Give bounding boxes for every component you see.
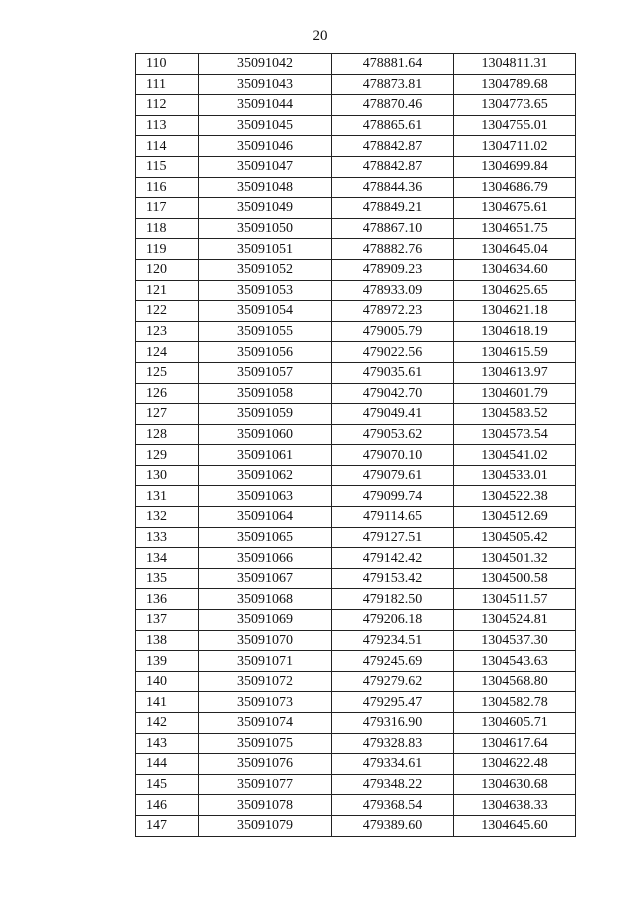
- table-row: [136, 404, 576, 425]
- point-code-cell: 35091060: [199, 424, 332, 445]
- x-coordinate-cell: 478865.61: [332, 115, 454, 136]
- point-number-cell: 119: [136, 239, 199, 260]
- table-row: [136, 568, 576, 589]
- table-row: [136, 589, 576, 610]
- x-coordinate-cell: 479099.74: [332, 486, 454, 507]
- table-row: [136, 507, 576, 528]
- point-number-cell: 114: [136, 136, 199, 157]
- point-number-cell: 140: [136, 671, 199, 692]
- x-coordinate-cell: 479328.83: [332, 733, 454, 754]
- y-coordinate-cell: 1304613.97: [454, 362, 576, 383]
- table-row: [136, 795, 576, 816]
- point-code-cell: 35091042: [199, 54, 332, 75]
- point-number-cell: 129: [136, 445, 199, 466]
- point-code-cell: 35091058: [199, 383, 332, 404]
- x-coordinate-cell: 478870.46: [332, 95, 454, 116]
- point-number-cell: 123: [136, 321, 199, 342]
- point-code-cell: 35091075: [199, 733, 332, 754]
- table-row: [136, 548, 576, 569]
- x-coordinate-cell: 479279.62: [332, 671, 454, 692]
- table-row: [136, 239, 576, 260]
- y-coordinate-cell: 1304811.31: [454, 54, 576, 75]
- table-row: [136, 815, 576, 836]
- point-code-cell: 35091057: [199, 362, 332, 383]
- y-coordinate-cell: 1304621.18: [454, 301, 576, 322]
- point-number-cell: 128: [136, 424, 199, 445]
- y-coordinate-cell: 1304512.69: [454, 507, 576, 528]
- y-coordinate-cell: 1304699.84: [454, 156, 576, 177]
- point-code-cell: 35091065: [199, 527, 332, 548]
- table-row: [136, 342, 576, 363]
- point-code-cell: 35091070: [199, 630, 332, 651]
- table-row: [136, 280, 576, 301]
- table-row: [136, 774, 576, 795]
- table-row: [136, 95, 576, 116]
- y-coordinate-cell: 1304500.58: [454, 568, 576, 589]
- point-number-cell: 116: [136, 177, 199, 198]
- point-number-cell: 115: [136, 156, 199, 177]
- x-coordinate-cell: 479348.22: [332, 774, 454, 795]
- point-code-cell: 35091055: [199, 321, 332, 342]
- x-coordinate-cell: 479368.54: [332, 795, 454, 816]
- point-number-cell: 124: [136, 342, 199, 363]
- x-coordinate-cell: 479316.90: [332, 713, 454, 734]
- y-coordinate-cell: 1304617.64: [454, 733, 576, 754]
- y-coordinate-cell: 1304634.60: [454, 259, 576, 280]
- point-code-cell: 35091059: [199, 404, 332, 425]
- point-number-cell: 113: [136, 115, 199, 136]
- coordinates-table: [135, 53, 576, 837]
- y-coordinate-cell: 1304522.38: [454, 486, 576, 507]
- point-code-cell: 35091077: [199, 774, 332, 795]
- table-row: [136, 156, 576, 177]
- point-code-cell: 35091052: [199, 259, 332, 280]
- point-number-cell: 142: [136, 713, 199, 734]
- table-row: [136, 651, 576, 672]
- x-coordinate-cell: 479153.42: [332, 568, 454, 589]
- y-coordinate-cell: 1304638.33: [454, 795, 576, 816]
- point-code-cell: 35091046: [199, 136, 332, 157]
- table-row: [136, 198, 576, 219]
- x-coordinate-cell: 478933.09: [332, 280, 454, 301]
- x-coordinate-cell: 478849.21: [332, 198, 454, 219]
- table-row: [136, 259, 576, 280]
- point-number-cell: 130: [136, 465, 199, 486]
- x-coordinate-cell: 479389.60: [332, 815, 454, 836]
- table-row: [136, 630, 576, 651]
- y-coordinate-cell: 1304524.81: [454, 610, 576, 631]
- point-code-cell: 35091074: [199, 713, 332, 734]
- point-number-cell: 122: [136, 301, 199, 322]
- x-coordinate-cell: 479245.69: [332, 651, 454, 672]
- table-row: [136, 321, 576, 342]
- x-coordinate-cell: 479182.50: [332, 589, 454, 610]
- x-coordinate-cell: 479070.10: [332, 445, 454, 466]
- point-code-cell: 35091062: [199, 465, 332, 486]
- x-coordinate-cell: 479022.56: [332, 342, 454, 363]
- table-row: [136, 362, 576, 383]
- point-code-cell: 35091068: [199, 589, 332, 610]
- table-row: [136, 136, 576, 157]
- x-coordinate-cell: 478842.87: [332, 156, 454, 177]
- table-row: [136, 218, 576, 239]
- point-number-cell: 134: [136, 548, 199, 569]
- point-number-cell: 141: [136, 692, 199, 713]
- table-row: [136, 465, 576, 486]
- x-coordinate-cell: 478881.64: [332, 54, 454, 75]
- y-coordinate-cell: 1304505.42: [454, 527, 576, 548]
- table-row: [136, 54, 576, 75]
- point-number-cell: 111: [136, 74, 199, 95]
- point-code-cell: 35091047: [199, 156, 332, 177]
- point-number-cell: 137: [136, 610, 199, 631]
- y-coordinate-cell: 1304573.54: [454, 424, 576, 445]
- point-code-cell: 35091043: [199, 74, 332, 95]
- y-coordinate-cell: 1304622.48: [454, 754, 576, 775]
- table-row: [136, 610, 576, 631]
- table-row: [136, 713, 576, 734]
- point-code-cell: 35091061: [199, 445, 332, 466]
- point-number-cell: 136: [136, 589, 199, 610]
- y-coordinate-cell: 1304630.68: [454, 774, 576, 795]
- x-coordinate-cell: 478882.76: [332, 239, 454, 260]
- point-code-cell: 35091056: [199, 342, 332, 363]
- y-coordinate-cell: 1304686.79: [454, 177, 576, 198]
- point-number-cell: 121: [136, 280, 199, 301]
- point-number-cell: 144: [136, 754, 199, 775]
- point-code-cell: 35091050: [199, 218, 332, 239]
- y-coordinate-cell: 1304789.68: [454, 74, 576, 95]
- y-coordinate-cell: 1304618.19: [454, 321, 576, 342]
- point-code-cell: 35091066: [199, 548, 332, 569]
- y-coordinate-cell: 1304605.71: [454, 713, 576, 734]
- y-coordinate-cell: 1304601.79: [454, 383, 576, 404]
- point-code-cell: 35091054: [199, 301, 332, 322]
- point-code-cell: 35091078: [199, 795, 332, 816]
- x-coordinate-cell: 479079.61: [332, 465, 454, 486]
- point-number-cell: 112: [136, 95, 199, 116]
- x-coordinate-cell: 478873.81: [332, 74, 454, 95]
- point-code-cell: 35091071: [199, 651, 332, 672]
- table-row: [136, 424, 576, 445]
- y-coordinate-cell: 1304537.30: [454, 630, 576, 651]
- x-coordinate-cell: 478844.36: [332, 177, 454, 198]
- coordinates-table-body: [136, 54, 576, 837]
- point-code-cell: 35091049: [199, 198, 332, 219]
- point-code-cell: 35091079: [199, 815, 332, 836]
- table-row: [136, 733, 576, 754]
- y-coordinate-cell: 1304645.60: [454, 815, 576, 836]
- y-coordinate-cell: 1304773.65: [454, 95, 576, 116]
- point-code-cell: 35091072: [199, 671, 332, 692]
- x-coordinate-cell: 478867.10: [332, 218, 454, 239]
- y-coordinate-cell: 1304541.02: [454, 445, 576, 466]
- point-code-cell: 35091069: [199, 610, 332, 631]
- x-coordinate-cell: 478842.87: [332, 136, 454, 157]
- point-code-cell: 35091048: [199, 177, 332, 198]
- page-number: 20: [312, 28, 328, 44]
- y-coordinate-cell: 1304583.52: [454, 404, 576, 425]
- point-code-cell: 35091067: [199, 568, 332, 589]
- point-number-cell: 138: [136, 630, 199, 651]
- point-number-cell: 146: [136, 795, 199, 816]
- table-row: [136, 177, 576, 198]
- point-code-cell: 35091053: [199, 280, 332, 301]
- table-row: [136, 486, 576, 507]
- y-coordinate-cell: 1304543.63: [454, 651, 576, 672]
- y-coordinate-cell: 1304501.32: [454, 548, 576, 569]
- y-coordinate-cell: 1304651.75: [454, 218, 576, 239]
- x-coordinate-cell: 479295.47: [332, 692, 454, 713]
- point-number-cell: 125: [136, 362, 199, 383]
- y-coordinate-cell: 1304625.65: [454, 280, 576, 301]
- x-coordinate-cell: 479049.41: [332, 404, 454, 425]
- point-code-cell: 35091073: [199, 692, 332, 713]
- x-coordinate-cell: 479234.51: [332, 630, 454, 651]
- y-coordinate-cell: 1304533.01: [454, 465, 576, 486]
- table-row: [136, 115, 576, 136]
- x-coordinate-cell: 478972.23: [332, 301, 454, 322]
- point-number-cell: 118: [136, 218, 199, 239]
- y-coordinate-cell: 1304645.04: [454, 239, 576, 260]
- y-coordinate-cell: 1304582.78: [454, 692, 576, 713]
- point-number-cell: 143: [136, 733, 199, 754]
- point-code-cell: 35091045: [199, 115, 332, 136]
- point-number-cell: 117: [136, 198, 199, 219]
- x-coordinate-cell: 479053.62: [332, 424, 454, 445]
- point-number-cell: 131: [136, 486, 199, 507]
- x-coordinate-cell: 479334.61: [332, 754, 454, 775]
- point-number-cell: 139: [136, 651, 199, 672]
- point-number-cell: 133: [136, 527, 199, 548]
- x-coordinate-cell: 479005.79: [332, 321, 454, 342]
- x-coordinate-cell: 479206.18: [332, 610, 454, 631]
- x-coordinate-cell: 479142.42: [332, 548, 454, 569]
- table-row: [136, 754, 576, 775]
- x-coordinate-cell: 479127.51: [332, 527, 454, 548]
- point-number-cell: 147: [136, 815, 199, 836]
- x-coordinate-cell: 479114.65: [332, 507, 454, 528]
- point-code-cell: 35091064: [199, 507, 332, 528]
- y-coordinate-cell: 1304711.02: [454, 136, 576, 157]
- y-coordinate-cell: 1304511.57: [454, 589, 576, 610]
- point-number-cell: 135: [136, 568, 199, 589]
- point-code-cell: 35091051: [199, 239, 332, 260]
- point-code-cell: 35091076: [199, 754, 332, 775]
- table-row: [136, 383, 576, 404]
- table-row: [136, 445, 576, 466]
- y-coordinate-cell: 1304675.61: [454, 198, 576, 219]
- y-coordinate-cell: 1304568.80: [454, 671, 576, 692]
- x-coordinate-cell: 479042.70: [332, 383, 454, 404]
- point-number-cell: 110: [136, 54, 199, 75]
- table-row: [136, 692, 576, 713]
- x-coordinate-cell: 478909.23: [332, 259, 454, 280]
- point-number-cell: 132: [136, 507, 199, 528]
- y-coordinate-cell: 1304615.59: [454, 342, 576, 363]
- y-coordinate-cell: 1304755.01: [454, 115, 576, 136]
- point-code-cell: 35091044: [199, 95, 332, 116]
- x-coordinate-cell: 479035.61: [332, 362, 454, 383]
- point-number-cell: 120: [136, 259, 199, 280]
- table-row: [136, 301, 576, 322]
- table-row: [136, 527, 576, 548]
- point-number-cell: 127: [136, 404, 199, 425]
- point-number-cell: 126: [136, 383, 199, 404]
- table-row: [136, 671, 576, 692]
- point-number-cell: 145: [136, 774, 199, 795]
- table-row: [136, 74, 576, 95]
- point-code-cell: 35091063: [199, 486, 332, 507]
